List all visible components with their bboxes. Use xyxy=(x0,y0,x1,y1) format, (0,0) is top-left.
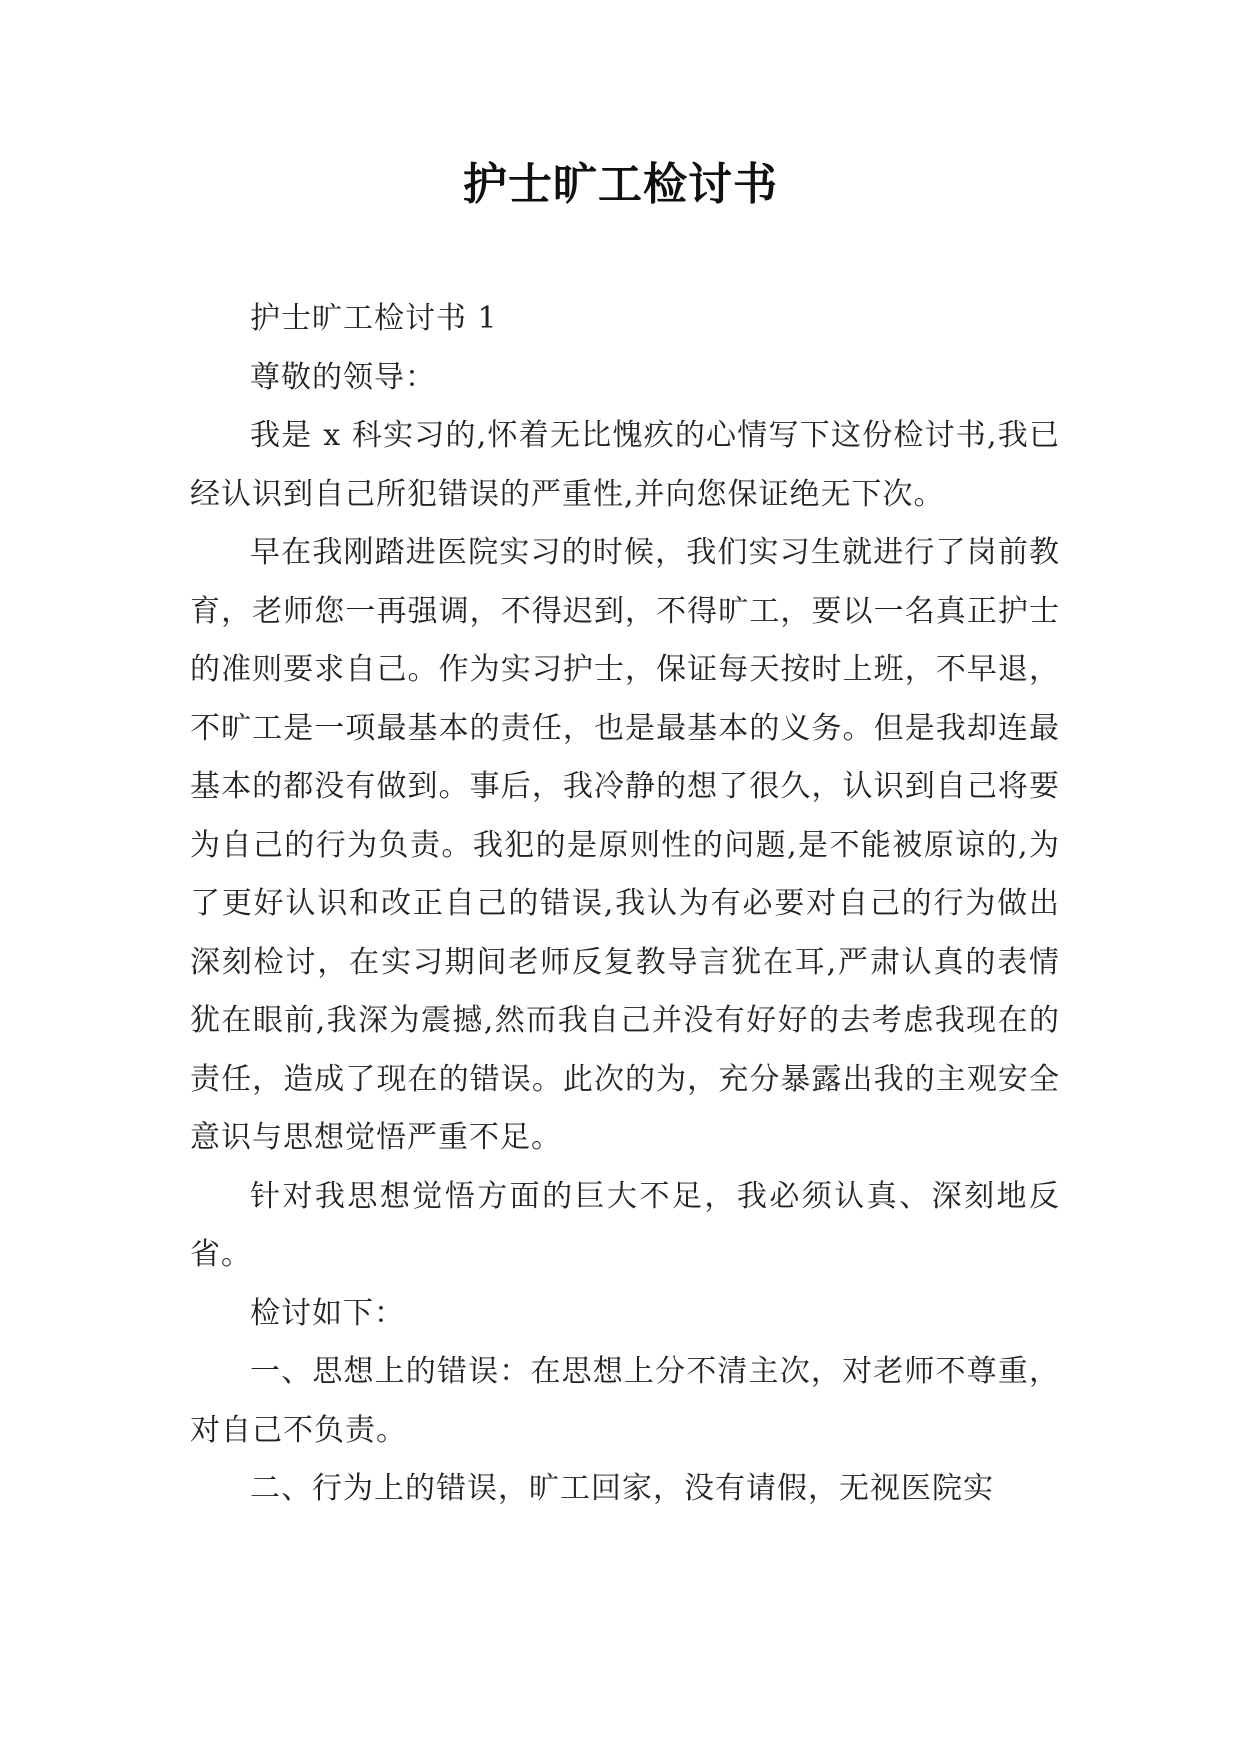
paragraph: 早在我刚踏进医院实习的时候，我们实习生就进行了岗前教育，老师您一再强调，不得迟到，不得旷工，要以一名真正护士的准则要求自己。作为实习护士，保证每天按时上班，不早退，不旷工是一项最基本的责任，也是最基本的义务。但是我却连最基本的都没有做到。事后，我冷静的想了很久，认识到自己将要为自己的行为负责。我犯的是原则性的问题,是不能被原谅的,为了更好认识和改正自己的错误,我认为有必要对自己的行为做出深刻检讨，在实习期间老师反复教导言犹在耳,严肃认真的表情犹在眼前,我深为震撼,然而我自己并没有好好的去考虑我现在的责任，造成了现在的错误。此次的为，充分暴露出我的主观安全意识与思想觉悟严重不足。 xyxy=(190,535,1060,1155)
paragraph: 针对我思想觉悟方面的巨大不足，我必须认真、深刻地反省。 xyxy=(190,1178,1060,1272)
document-title: 护士旷工检讨书 xyxy=(463,159,778,210)
paragraph: 一、思想上的错误：在思想上分不清主次，对老师不尊重，对自己不负责。 xyxy=(190,1354,1060,1448)
paragraph: 二、行为上的错误，旷工回家，没有请假，无视医院实 xyxy=(250,1471,994,1506)
document-body xyxy=(190,290,1060,1519)
paragraph-salutation: 尊敬的领导： xyxy=(250,359,436,395)
paragraph-heading: 护士旷工检讨书 1 xyxy=(250,301,498,336)
paragraph: 我是 x 科实习的,怀着无比愧疚的心情写下这份检讨书,我已经认识到自己所犯错误的严重性,并向您保证绝无下次。 xyxy=(190,418,1060,512)
paragraph: 检讨如下： xyxy=(250,1295,405,1331)
